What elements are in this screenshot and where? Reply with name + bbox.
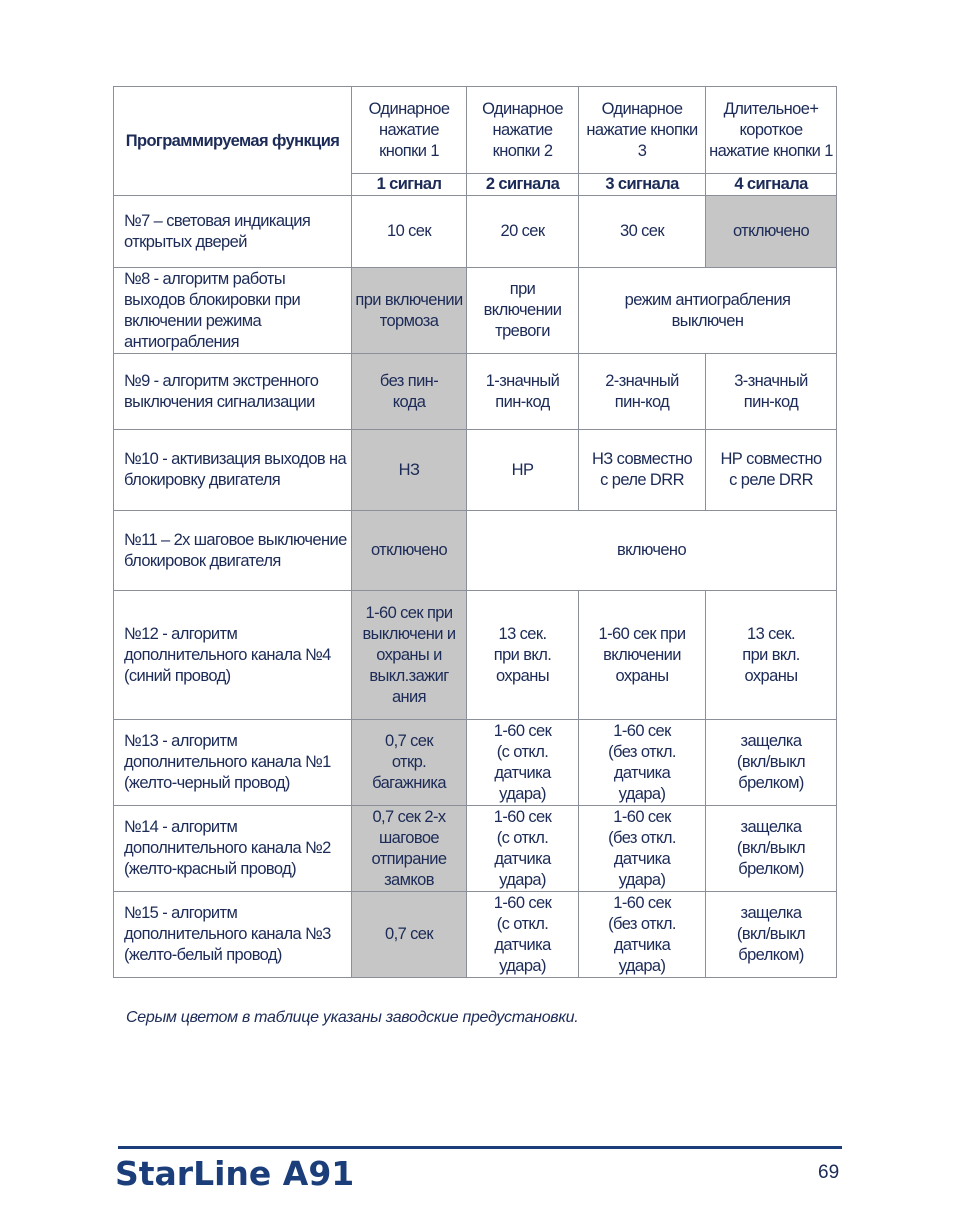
table-row — [114, 268, 837, 354]
value-cell: защелка (вкл/выкл брелком) — [706, 806, 837, 892]
function-cell: №10 - активизация выходов на блокировку двигателя — [114, 430, 352, 511]
header-col-2: Одинарное нажатие кнопки 2 — [467, 87, 579, 174]
value-cell: 1-60 сек (с откл. датчика удара) — [467, 720, 579, 806]
value-cell: 3-значный пин-код — [706, 354, 837, 430]
table-row — [114, 720, 837, 806]
function-cell: №13 - алгоритм дополнительного канала №1 (желто-черный провод) — [114, 720, 352, 806]
default-value-cell: при включении тормоза — [352, 268, 467, 354]
value-cell: 1-60 сек при включении охраны — [579, 591, 706, 720]
value-cell: 1-60 сек (без откл. датчика удара) — [579, 892, 706, 978]
value-cell: 10 сек — [352, 196, 467, 268]
page-number: 69 — [818, 1162, 840, 1183]
default-value-cell: НЗ — [352, 430, 467, 511]
value-cell: включено — [467, 511, 837, 591]
value-cell: 2-значный пин-код — [579, 354, 706, 430]
signal-4: 4 сигнала — [706, 174, 837, 196]
value-cell: защелка (вкл/выкл брелком) — [706, 720, 837, 806]
value-cell: 13 сек. при вкл. охраны — [467, 591, 579, 720]
table-note: Серым цветом в таблице указаны заводские предустановки. — [126, 1009, 579, 1026]
default-value-cell: 0,7 сек 2-х шаговое отпирание замков — [352, 806, 467, 892]
default-value-cell: 0,7 сек откр. багажника — [352, 720, 467, 806]
footer-divider — [118, 1146, 842, 1149]
value-cell: 1-60 сек (без откл. датчика удара) — [579, 720, 706, 806]
value-cell: НЗ совместно с реле DRR — [579, 430, 706, 511]
table-row — [114, 430, 837, 511]
table-row — [114, 591, 837, 720]
table-row — [114, 892, 837, 978]
value-cell: защелка (вкл/выкл брелком) — [706, 892, 837, 978]
function-table — [113, 86, 837, 978]
value-cell: 1-60 сек (без откл. датчика удара) — [579, 806, 706, 892]
default-value-cell: 1-60 сек при выключени и охраны и выкл.зажиг ания — [352, 591, 467, 720]
function-cell: №8 - алгоритм работы выходов блокировки при включении режима антиограбления — [114, 268, 352, 354]
header-row — [114, 87, 837, 174]
signal-2: 2 сигнала — [467, 174, 579, 196]
default-value-cell: 0,7 сек — [352, 892, 467, 978]
function-cell: №12 - алгоритм дополнительного канала №4 (синий провод) — [114, 591, 352, 720]
header-col-1: Одинарное нажатие кнопки 1 — [352, 87, 467, 174]
value-cell: 1-60 сек (с откл. датчика удара) — [467, 892, 579, 978]
default-value-cell: отключено — [352, 511, 467, 591]
function-cell: №7 – световая индикация открытых дверей — [114, 196, 352, 268]
value-cell: НР совместно с реле DRR — [706, 430, 837, 511]
default-value-cell: отключено — [706, 196, 837, 268]
header-col-3: Одинарное нажатие кнопки 3 — [579, 87, 706, 174]
value-cell: при включении тревоги — [467, 268, 579, 354]
table-row — [114, 354, 837, 430]
function-cell: №11 – 2х шаговое выключение блокировок двигателя — [114, 511, 352, 591]
table-row — [114, 196, 837, 268]
value-cell: режим антиограбления выключен — [579, 268, 837, 354]
value-cell: 1-значный пин-код — [467, 354, 579, 430]
value-cell: 13 сек. при вкл. охраны — [706, 591, 837, 720]
function-cell: №9 - алгоритм экстренного выключения сигнализации — [114, 354, 352, 430]
function-cell: №15 - алгоритм дополнительного канала №3 (желто-белый провод) — [114, 892, 352, 978]
value-cell: НР — [467, 430, 579, 511]
value-cell: 1-60 сек (с откл. датчика удара) — [467, 806, 579, 892]
value-cell: 30 сек — [579, 196, 706, 268]
signal-3: 3 сигнала — [579, 174, 706, 196]
brand-logo: StarLine A91 — [115, 1154, 355, 1193]
header-col-4: Длительное+ короткое нажатие кнопки 1 — [706, 87, 837, 174]
table-row — [114, 806, 837, 892]
function-cell: №14 - алгоритм дополнительного канала №2 (желто-красный провод) — [114, 806, 352, 892]
table-row — [114, 511, 837, 591]
value-cell: 20 сек — [467, 196, 579, 268]
default-value-cell: без пин-кода — [352, 354, 467, 430]
signal-1: 1 сигнал — [352, 174, 467, 196]
header-function: Программируемая функция — [114, 87, 352, 196]
